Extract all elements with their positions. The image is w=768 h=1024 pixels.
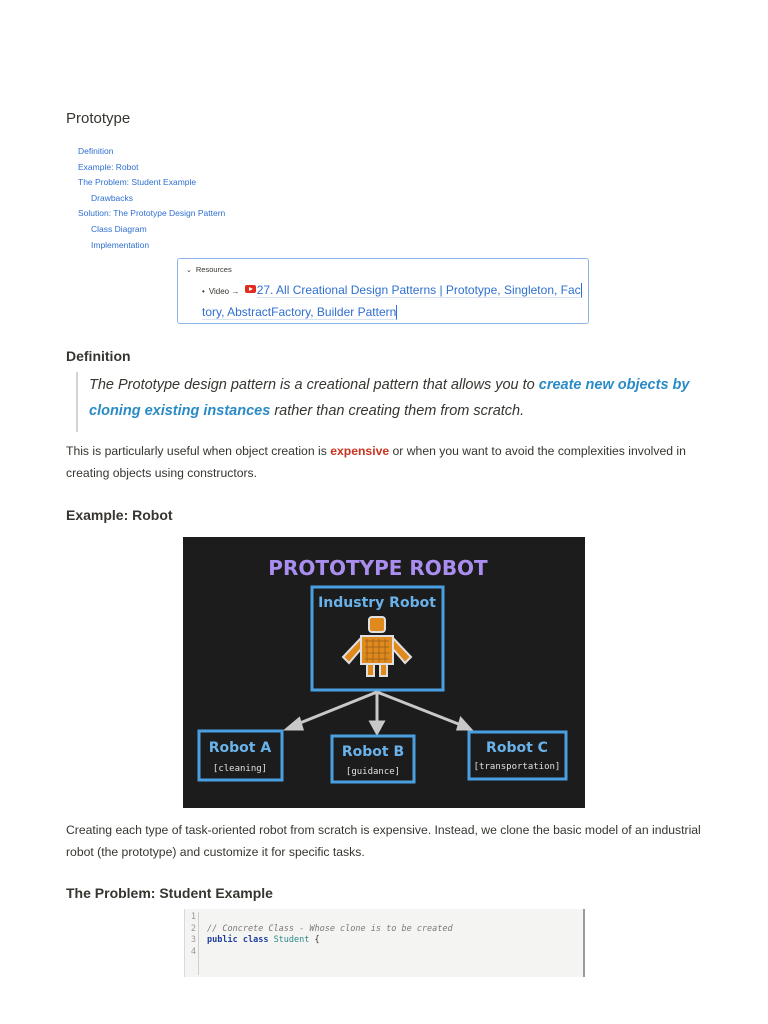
resources-toggle-label: Resources: [195, 265, 232, 274]
heading-example-robot: Example: Robot: [66, 507, 173, 523]
toc-link-example-robot[interactable]: Example: Robot: [78, 161, 139, 172]
toc-link-drawbacks[interactable]: Drawbacks: [91, 192, 134, 203]
bullet-icon: •: [202, 287, 205, 296]
robot-a-role: [cleaning]: [212, 764, 268, 774]
para-text-1: This is particularly useful when object creation is: [66, 444, 331, 458]
line-number-gutter: [185, 912, 199, 975]
prototype-robot-diagram: [183, 537, 585, 808]
robot-b-role: [guidance]: [345, 767, 401, 777]
heading-definition: Definition: [66, 348, 131, 364]
code-class-declaration: [207, 935, 453, 947]
quote-highlight: create new objects by cloning existing instances: [89, 377, 690, 419]
page-title: Prototype: [66, 110, 131, 127]
definition-quote: [76, 372, 716, 432]
resources-toggle-block: [177, 258, 589, 324]
resources-toggle[interactable]: [186, 265, 232, 274]
clone-arrows: [287, 692, 470, 733]
video-link-line1[interactable]: 27. All Creational Design Patterns | Prototype, Singleton, Fac: [256, 283, 581, 297]
code-keyword-public: public: [207, 935, 238, 945]
prototype-robot-image: [183, 537, 585, 808]
para-text-2: or when you want to avoid the complexities involved in creating objects using constructors.: [66, 444, 686, 480]
youtube-icon: [245, 285, 256, 293]
code-brace: {: [314, 935, 320, 945]
video-label: Video →: [208, 287, 240, 296]
industry-robot-label: Industry Robot: [318, 595, 436, 611]
toc-link-implementation[interactable]: Implementation: [91, 239, 150, 250]
code-block[interactable]: [184, 909, 585, 977]
line-number: 1: [190, 912, 196, 922]
line-number: 4: [190, 946, 196, 957]
diagram-title: PROTOTYPE ROBOT: [268, 556, 488, 580]
robot-a-label: Robot A: [208, 740, 272, 756]
table-of-contents: [78, 144, 225, 253]
quote-text-1: The Prototype design pattern is a creational pattern that allows you to: [89, 377, 539, 393]
toc-link-problem-student[interactable]: The Problem: Student Example: [78, 177, 197, 188]
heading-problem-student: The Problem: Student Example: [66, 885, 273, 901]
toc-link-solution[interactable]: Solution: The Prototype Design Pattern: [78, 208, 226, 219]
line-number: 3: [190, 935, 196, 945]
robot-c-label: Robot C: [486, 740, 548, 756]
robot-c-role: [transportation]: [473, 762, 561, 772]
quote-text-2: rather than creating them from scratch.: [270, 403, 525, 419]
line-number: 2: [190, 923, 196, 934]
code-keyword-class: class: [242, 935, 269, 945]
para-emphasis: expensive: [330, 444, 390, 458]
code-class-name: Student: [273, 935, 310, 945]
definition-paragraph: [66, 441, 706, 484]
chevron-down-icon[interactable]: ⌄: [186, 267, 192, 274]
example-caption: Creating each type of task-oriented robot from scratch is expensive. Instead, we clone the basic model of an industrial robot (the prototype) and customize it for specific tasks.: [66, 823, 701, 859]
robot-b-label: Robot B: [341, 744, 405, 760]
resources-list-item: [202, 280, 582, 322]
toc-link-definition[interactable]: Definition: [78, 146, 114, 156]
code-lines: [207, 912, 453, 958]
toc-link-class-diagram[interactable]: Class Diagram: [91, 223, 147, 234]
code-comment: // Concrete Class - Whose clone is to be created: [207, 923, 453, 934]
video-link-line2[interactable]: tory, AbstractFactory, Builder Pattern: [202, 305, 397, 319]
